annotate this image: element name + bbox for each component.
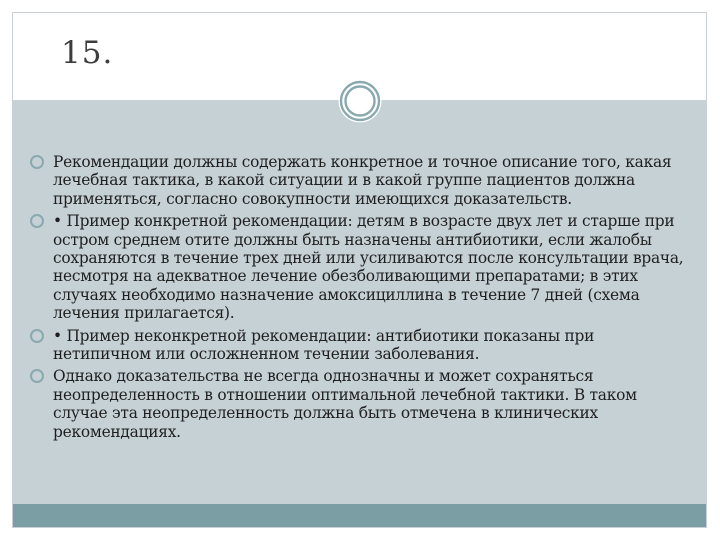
ring-bullet-icon bbox=[29, 154, 45, 170]
ring-bullet-icon bbox=[29, 328, 45, 344]
bullet-list bbox=[25, 153, 695, 445]
bullet-item bbox=[25, 367, 695, 441]
bullet-item bbox=[25, 153, 695, 208]
bullet-text: • Пример конкретной рекомендации: детям в возрасте двух лет и старше при остром среднем отите должны быть назначены антибиотики, если жалобы сохраняются в течение трех дней или усиливаются после консультации врача, несмотря на адекватное лечение обезболивающими препаратами; в этих случаях необходимо назначение амоксициллина в течение 7 дней (схема лечения прилагается). bbox=[53, 212, 684, 323]
ring-bullet-icon bbox=[29, 368, 45, 384]
ring-bullet-icon bbox=[29, 213, 45, 229]
bullet-item bbox=[25, 212, 695, 322]
bullet-text: • Пример неконкретной рекомендации: антибиотики показаны при нетипичном или осложненном течении заболевания. bbox=[53, 326, 595, 364]
bullet-text: Однако доказательства не всегда однозначны и может сохраняться неопределенность в отношении оптимальной лечебной тактики. В таком случае эта неопределенность должна быть отмечена в клинических рекомендациях. bbox=[53, 367, 637, 441]
bullet-text: Рекомендации должны содержать конкретное и точное описание того, какая лечебная тактика, в какой ситуации и в какой группе пациентов должна применяться, согласно совокупности имеющихся доказательств. bbox=[53, 153, 672, 208]
circle-ornament-icon bbox=[338, 79, 382, 123]
content-area bbox=[13, 100, 706, 504]
slide-title: 15. bbox=[61, 35, 114, 71]
bullet-item bbox=[25, 327, 695, 364]
slide-frame bbox=[12, 12, 707, 528]
footer-band bbox=[13, 504, 706, 527]
